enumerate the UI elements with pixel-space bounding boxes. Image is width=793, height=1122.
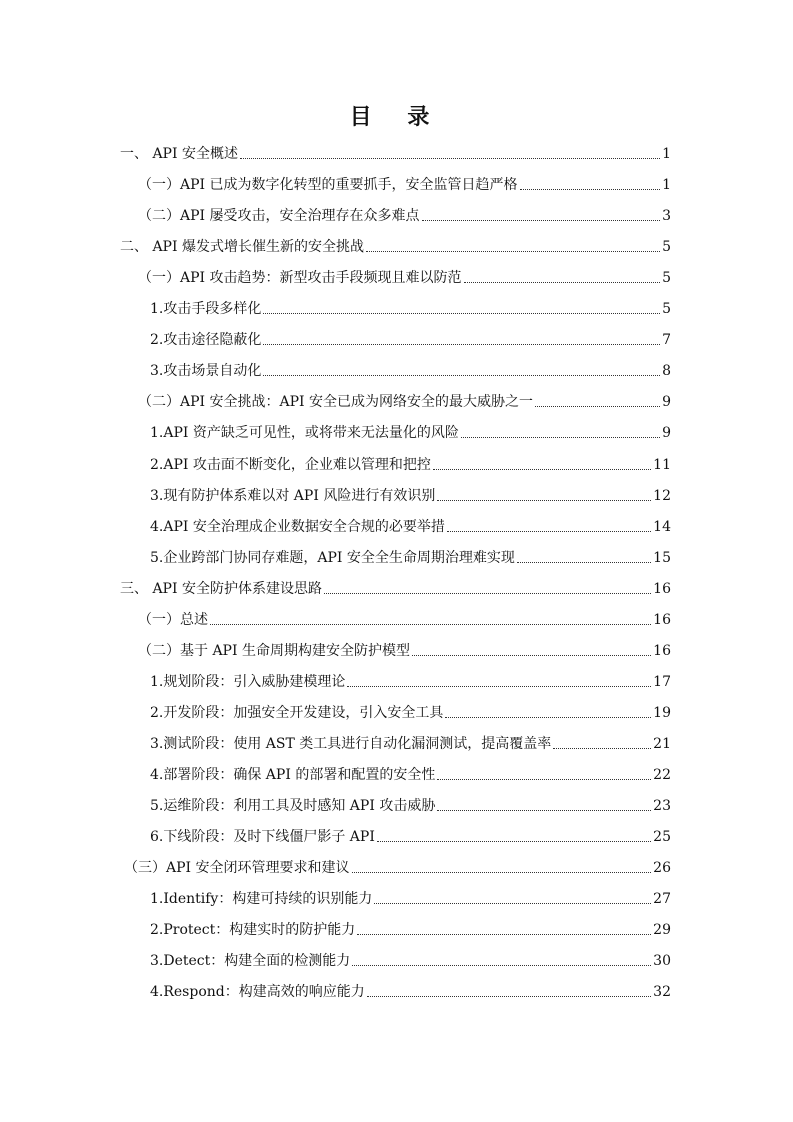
toc-leader-dots <box>433 469 651 470</box>
toc-entry-label: 3.测试阶段：使用 AST 类工具进行自动化漏洞测试，提高覆盖率 <box>150 735 552 752</box>
toc-entry[interactable] <box>138 641 671 661</box>
toc-entry-page: 9 <box>662 425 671 442</box>
toc-leader-dots <box>377 841 651 842</box>
toc-entry-label: 1.规划阶段：引入威胁建模理论 <box>150 673 346 690</box>
toc-entry-page: 16 <box>653 580 671 597</box>
toc-entry-label: 一、 API 安全概述 <box>120 146 238 162</box>
toc-entry-page: 17 <box>653 673 671 690</box>
toc-entry-label: 1.API 资产缺乏可见性，或将带来无法量化的风险 <box>150 425 459 442</box>
toc-entry-label: 三、 API 安全防护体系建设思路 <box>120 580 322 597</box>
toc-leader-dots <box>520 189 661 190</box>
toc-entry-page: 23 <box>653 798 671 815</box>
toc-entry[interactable] <box>150 889 671 909</box>
toc-entry[interactable] <box>150 734 671 754</box>
toc-leader-dots <box>464 282 661 283</box>
toc-leader-dots <box>412 655 651 656</box>
toc-leader-dots <box>263 344 660 345</box>
toc-leader-dots <box>352 872 652 873</box>
toc-leader-dots <box>366 251 660 252</box>
toc-leader-dots <box>447 531 651 532</box>
toc-entry-page: 3 <box>662 208 671 225</box>
toc-entry-label: （一）API 已成为数字化转型的重要抓手，安全监管日趋严格 <box>138 177 518 194</box>
toc-entry-page: 30 <box>653 953 671 970</box>
toc-leader-dots <box>210 624 651 625</box>
toc-leader-dots <box>437 500 651 501</box>
toc-entry[interactable] <box>150 299 671 319</box>
toc-entry-label: （一）总述 <box>138 611 208 628</box>
toc-entry-label: （二）API 安全挑战：API 安全已成为网络安全的最大威胁之一 <box>138 394 534 411</box>
toc-entry-label: 1.Identify：构建可持续的识别能力 <box>150 891 373 908</box>
toc-leader-dots <box>422 220 661 221</box>
toc-entry-page: 12 <box>653 487 671 504</box>
toc-entry-page: 11 <box>653 456 671 473</box>
toc-entry[interactable] <box>150 548 671 568</box>
toc-entry-page: 26 <box>653 860 671 877</box>
toc-entry-page: 9 <box>662 394 671 411</box>
toc-entry[interactable] <box>150 361 671 381</box>
toc-entry-page: 16 <box>653 642 671 659</box>
toc-entry-label: 4.API 安全治理成企业数据安全合规的必要举措 <box>150 518 445 535</box>
toc-entry-page: 8 <box>662 363 671 380</box>
toc-entry[interactable] <box>150 827 671 847</box>
toc-entry[interactable] <box>150 703 671 723</box>
toc-entry-label: （二）API 屡受攻击，安全治理存在众多难点 <box>138 208 420 225</box>
toc-entry-label: 3.Detect：构建全面的检测能力 <box>150 953 351 970</box>
toc-entry-page: 1 <box>662 146 671 162</box>
toc-entry[interactable] <box>150 517 671 537</box>
toc-leader-dots <box>263 313 660 314</box>
toc-entry-page: 32 <box>653 984 671 1001</box>
toc-leader-dots <box>445 717 651 718</box>
toc-entry-page: 19 <box>653 704 671 721</box>
toc-entry[interactable] <box>150 765 671 785</box>
toc-entry-page: 1 <box>662 177 671 194</box>
toc-entry-page: 22 <box>653 767 671 783</box>
toc-entry-label: 2.API 攻击面不断变化，企业难以管理和把控 <box>150 456 431 473</box>
toc-entry[interactable] <box>120 579 671 599</box>
toc-entry-label: 5.运维阶段：利用工具及时感知 API 攻击威胁 <box>150 798 436 815</box>
toc-entry[interactable] <box>150 486 671 506</box>
toc-entry[interactable] <box>120 144 671 164</box>
toc-leader-dots <box>352 965 651 966</box>
toc-leader-dots <box>263 375 660 376</box>
toc-leader-dots <box>553 748 651 749</box>
toc-leader-dots <box>367 996 651 997</box>
toc-entry[interactable] <box>150 330 671 350</box>
toc-entry-label: （三）API 安全闭环管理要求和建议 <box>124 860 350 877</box>
toc-leader-dots <box>357 934 651 935</box>
toc-entry-page: 14 <box>653 518 671 535</box>
toc-entry-label: 6.下线阶段：及时下线僵尸影子 API <box>150 829 375 846</box>
toc-leader-dots <box>437 810 651 811</box>
toc-entry[interactable] <box>150 920 671 940</box>
toc-entry-label: 二、 API 爆发式增长催生新的安全挑战 <box>120 239 364 256</box>
toc-entry-label: 4.部署阶段：确保 API 的部署和配置的安全性 <box>150 767 436 783</box>
toc-leader-dots <box>535 406 660 407</box>
toc-entry-label: 1.攻击手段多样化 <box>150 301 262 318</box>
toc-entry-page: 7 <box>662 332 671 349</box>
toc-entry[interactable] <box>150 951 671 971</box>
toc-entry-page: 29 <box>653 922 671 939</box>
toc-entry[interactable] <box>150 672 671 692</box>
toc-entry[interactable] <box>150 796 671 816</box>
toc-entry[interactable] <box>138 175 671 195</box>
toc-entry-page: 25 <box>653 829 671 846</box>
toc-entry-page: 5 <box>662 270 671 287</box>
toc-leader-dots <box>240 158 660 159</box>
toc-entry-page: 5 <box>662 301 671 318</box>
toc-entry-page: 21 <box>653 735 671 752</box>
toc-entry-label: 2.攻击途径隐蔽化 <box>150 332 262 349</box>
toc-leader-dots <box>461 437 660 438</box>
toc-entry-page: 16 <box>653 611 671 628</box>
toc-entry-label: 3.攻击场景自动化 <box>150 363 262 380</box>
toc-entry[interactable] <box>138 206 671 226</box>
toc-leader-dots <box>324 593 651 594</box>
toc-entry-label: 4.Respond：构建高效的响应能力 <box>150 984 365 1001</box>
toc-entry-label: 5.企业跨部门协同存难题，API 安全全生命周期治理难实现 <box>150 549 515 566</box>
toc-leader-dots <box>374 903 651 904</box>
toc-entry[interactable] <box>138 610 671 630</box>
toc-entry[interactable] <box>138 268 671 288</box>
toc-entry[interactable] <box>150 982 671 1002</box>
toc-entry[interactable] <box>120 237 671 257</box>
toc-leader-dots <box>437 779 651 780</box>
toc-entry-label: 2.开发阶段：加强安全开发建设，引入安全工具 <box>150 704 444 721</box>
toc-entry[interactable] <box>124 858 671 878</box>
toc-entry[interactable] <box>150 455 671 475</box>
toc-entry[interactable] <box>138 392 671 412</box>
toc-entry-page: 27 <box>653 891 671 908</box>
toc-entry-page: 5 <box>662 239 671 256</box>
toc-title: 目 录 <box>349 104 444 130</box>
toc-entry-label: 2.Protect：构建实时的防护能力 <box>150 922 356 939</box>
toc-entry-label: （二）基于 API 生命周期构建安全防护模型 <box>138 642 410 659</box>
toc-entry-label: 3.现有防护体系难以对 API 风险进行有效识别 <box>150 487 436 504</box>
toc-leader-dots <box>347 686 651 687</box>
toc-entry-page: 15 <box>653 549 671 566</box>
toc-leader-dots <box>517 562 651 563</box>
toc-entry-label: （一）API 攻击趋势：新型攻击手段频现且难以防范 <box>138 270 462 287</box>
toc-entry[interactable] <box>150 423 671 443</box>
